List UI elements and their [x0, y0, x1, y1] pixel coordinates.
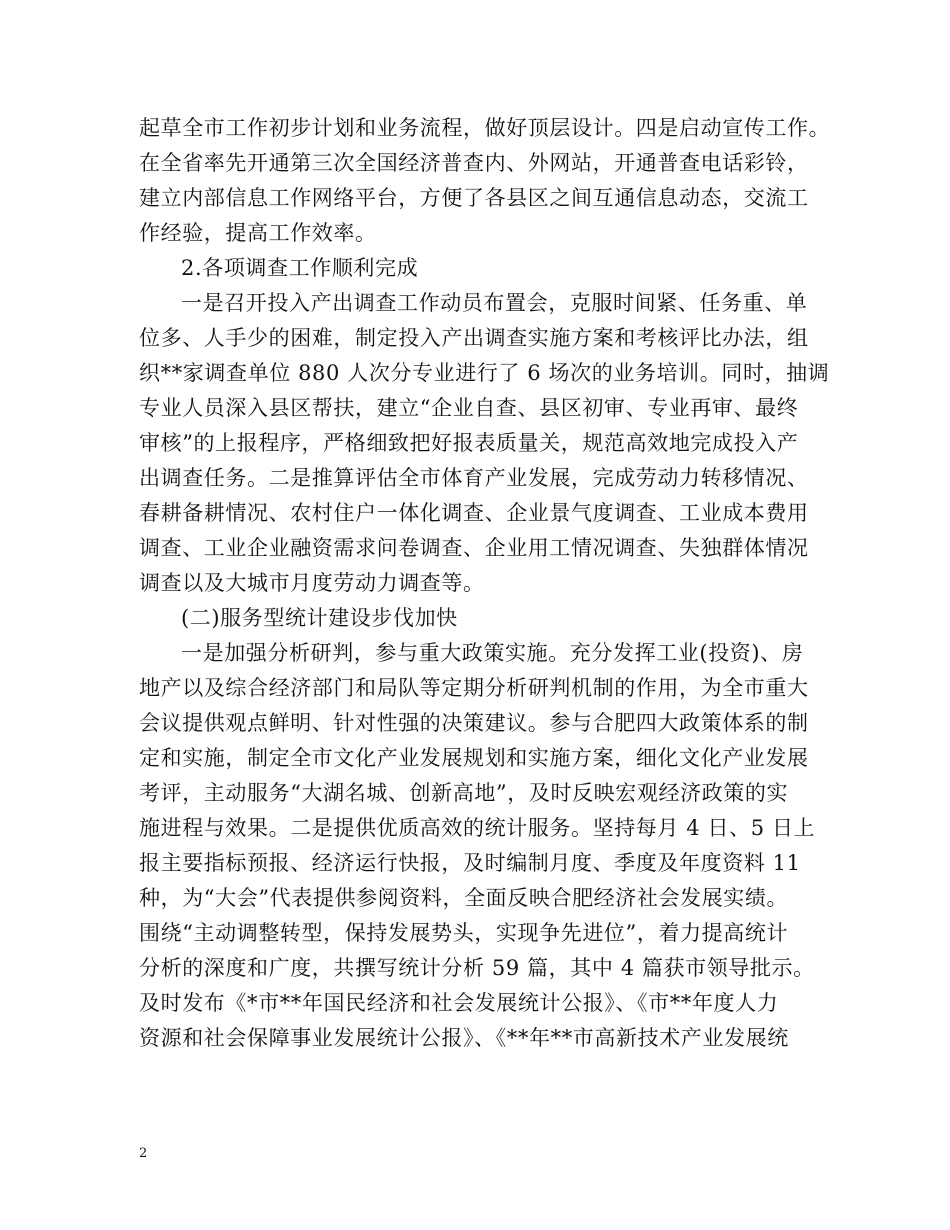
- paragraph-line: 会议提供观点鲜明、针对性强的决策建议。参与合肥四大政策体系的制: [139, 711, 809, 735]
- paragraph-line: 施进程与效果。二是提供优质高效的统计服务。坚持每月 4 日、5 日上: [139, 816, 816, 840]
- paragraph-line: 一是召开投入产出调查工作动员布置会，克服时间紧、任务重、单: [181, 291, 808, 315]
- paragraph-line: 调查以及大城市月度劳动力调查等。: [139, 571, 485, 595]
- paragraph-line: 考评，主动服务“大湖名城、创新高地”，及时反映宏观经济政策的实: [139, 781, 789, 805]
- paragraph-line: 资源和社会保障事业发展统计公报》、《**年**市高新技术产业发展统: [139, 1026, 789, 1050]
- paragraph-line: 一是加强分析研判，参与重大政策实施。充分发挥工业(投资)、房: [181, 641, 804, 665]
- paragraph-line: 在全省率先开通第三次全国经济普查内、外网站，开通普查电话彩铃，: [139, 151, 809, 175]
- paragraph-line: 及时发布《*市**年国民经济和社会发展统计公报》、《市**年度人力: [139, 991, 779, 1015]
- section-heading: (二)服务型统计建设步伐加快: [181, 606, 458, 630]
- paragraph-line: 春耕备耕情况、农村住户一体化调查、企业景气度调查、工业成本费用: [139, 501, 809, 525]
- paragraph-line: 调查、工业企业融资需求问卷调查、企业用工情况调查、失独群体情况: [139, 536, 809, 560]
- paragraph-line: 围绕“主动调整转型，保持发展势头，实现争先进位”，着力提高统计: [139, 921, 789, 945]
- paragraph-line: 报主要指标预报、经济运行快报，及时编制月度、季度及年度资料 11: [139, 851, 801, 875]
- paragraph-line: 出调查任务。二是推算评估全市体育产业发展，完成劳动力转移情况、: [139, 466, 809, 490]
- paragraph-line: 地产以及综合经济部门和局队等定期分析研判机制的作用，为全市重大: [139, 676, 809, 700]
- paragraph-line: 分析的深度和广度，共撰写统计分析 59 篇，其中 4 篇获市领导批示。: [139, 956, 815, 980]
- page-number: 2: [139, 1146, 148, 1161]
- paragraph-line: 审核”的上报程序，严格细致把好报表质量关，规范高效地完成投入产: [139, 431, 799, 455]
- paragraph-line: 作经验，提高工作效率。: [139, 221, 377, 245]
- paragraph-line: 织**家调查单位 880 人次分专业进行了 6 场次的业务培训。同时，抽调: [139, 361, 830, 385]
- paragraph-line: 起草全市工作初步计划和业务流程，做好顶层设计。四是启动宣传工作。: [139, 116, 831, 140]
- paragraph-line: 位多、人手少的困难，制定投入产出调查实施方案和考核评比办法，组: [139, 326, 809, 350]
- section-heading: 2.各项调查工作顺利完成: [181, 256, 419, 280]
- paragraph-line: 专业人员深入县区帮扶，建立“企业自查、县区初审、专业再审、最终: [139, 396, 799, 420]
- paragraph-line: 建立内部信息工作网络平台，方便了各县区之间互通信息动态，交流工: [139, 186, 809, 210]
- paragraph-line: 定和实施，制定全市文化产业发展规划和实施方案，细化文化产业发展: [139, 746, 809, 770]
- paragraph-line: 种，为“大会”代表提供参阅资料，全面反映合肥经济社会发展实绩。: [139, 886, 789, 910]
